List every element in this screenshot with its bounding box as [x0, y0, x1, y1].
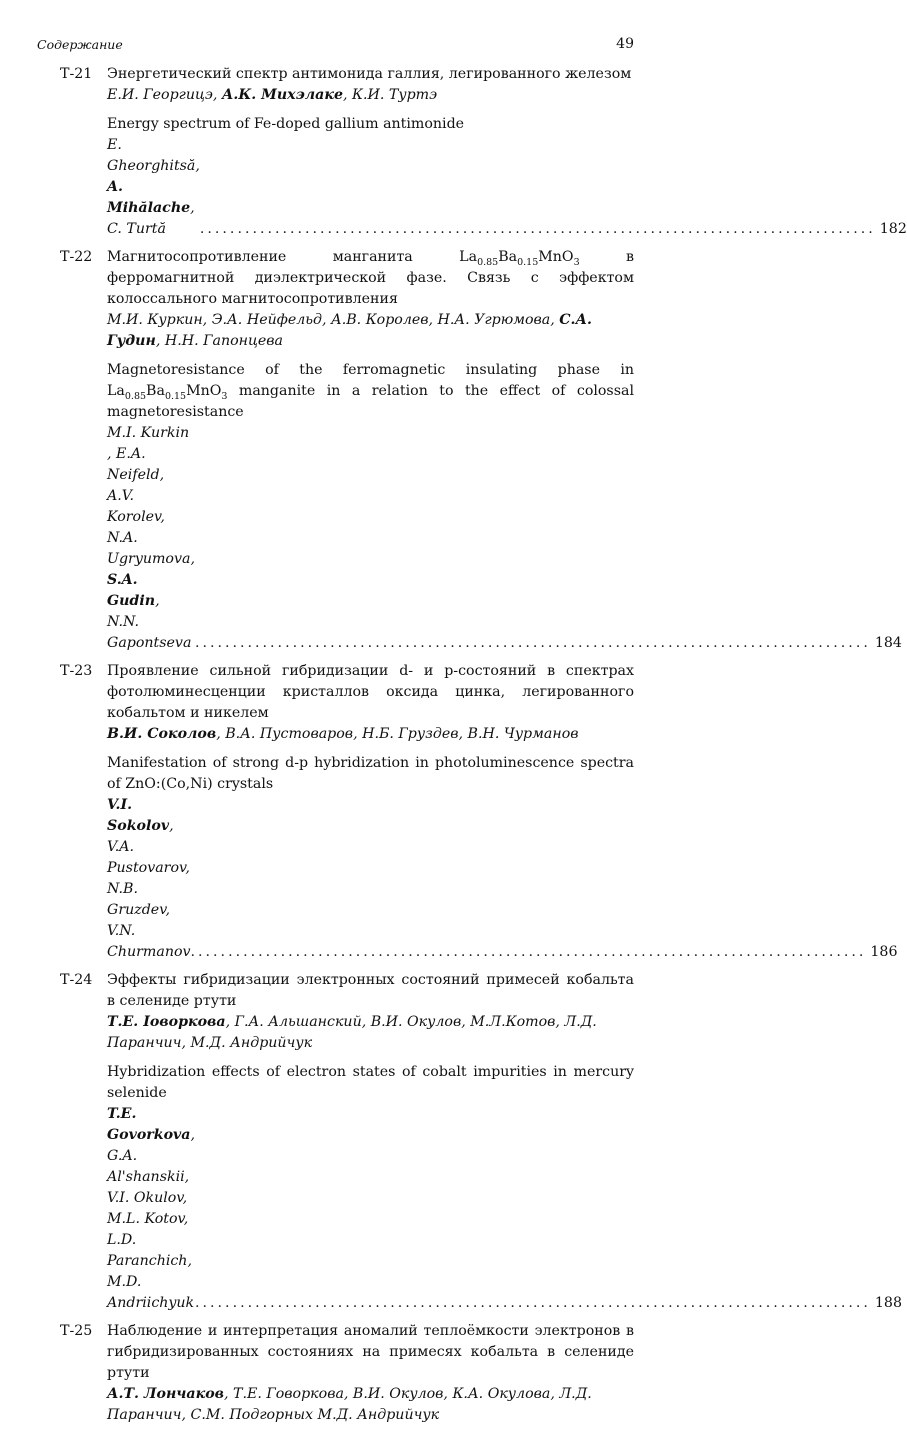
authors-text: , Т.Е. Говоркова, В.И. Окулов, К.А. Окулова, Л.Д. Паранчич, С.М. Подгорных М.Д. Андрийчук: [107, 1386, 592, 1423]
entry-authors-ru: [107, 1012, 634, 1054]
entry-title-ru: [107, 247, 634, 310]
subscript: 0.15: [164, 390, 187, 402]
title-part: Ba: [146, 383, 165, 399]
table-of-contents: [60, 64, 907, 1434]
title-part: manganite in a relation to the effect of colossal magnetoresistance: [107, 383, 634, 420]
authors-part: , G.A. Al'shanskii, V.I. Okulov, M.L. Kotov, L.D. Paranchich, M.D. Andriichyuk: [107, 1127, 196, 1311]
toc-entry: [60, 1321, 634, 1426]
entry-code: Т-24: [60, 972, 93, 988]
entry-title-ru: Энергетический спектр антимонида галлия, легированного железом: [107, 66, 632, 82]
title-part: в ферромагнитной диэлектрической фазе. Связь с эффектом колоссального магнитосопротивления: [107, 249, 635, 307]
entry-authors-en: [107, 1104, 902, 1314]
authors-part: E. Gheorghitsă,: [107, 137, 200, 174]
entry-authors-en: [107, 423, 902, 654]
authors-text: [107, 1104, 195, 1314]
dot-leader: ..........................................................................................: [194, 635, 871, 651]
authors-text: [107, 795, 191, 963]
entry-authors-ru: [107, 724, 634, 745]
authors-text: [107, 423, 195, 654]
entry-code: Т-22: [60, 249, 93, 265]
entry-title-en: Manifestation of strong d-p hybridization in photoluminescence spectra of ZnO:(Co,Ni) crystals: [107, 755, 634, 792]
speaker-name: А.Т. Лончаков: [107, 1386, 224, 1402]
authors-part: , V.A. Pustovarov, N.B. Gruzdev, V.N. Churmanov: [107, 818, 191, 960]
speaker-name: A. Mihălache: [107, 179, 191, 216]
speaker-name: Т.Е. Іоворкова: [107, 1014, 226, 1030]
speaker-name: С.А. Гудин: [107, 312, 592, 349]
entry-page-number[interactable]: 186: [870, 944, 898, 960]
entry-title-en: Hybridization effects of electron states of cobalt impurities in mercury selenide: [107, 1064, 634, 1101]
dot-leader: ..........................................................................................: [195, 1295, 871, 1311]
authors-text: , К.И. Туртэ: [342, 87, 438, 103]
authors-part: , N.N. Gapontseva: [107, 593, 192, 651]
running-head: Содержание: [37, 37, 123, 52]
speaker-name: А.К. Михэлаке: [221, 87, 343, 103]
authors-text: , Н.Н. Гапонцева: [155, 333, 283, 349]
entry-authors-ru: [107, 85, 634, 106]
speaker-name: В.И. Соколов: [107, 726, 217, 742]
authors-text: , В.А. Пустоваров, Н.Б. Груздев, В.Н. Чурманов: [216, 726, 579, 742]
title-part: MnO: [538, 249, 574, 265]
speaker-name: S.A. Gudin: [107, 572, 156, 609]
entry-authors-en: [107, 135, 907, 240]
speaker-name: T.E. Govorkova: [107, 1106, 191, 1143]
entry-title-ru: Наблюдение и интерпретация аномалий теплоёмкости электронов в гибридизированных состояниях на примесях кобальта в селениде ртути: [107, 1323, 634, 1381]
authors-part: M.I. Kurkin , E.A. Neifeld, A.V. Korolev, N.A. Ugryumova,: [107, 425, 195, 567]
speaker-name: V.I. Sokolov: [107, 797, 170, 834]
entry-code: Т-21: [60, 66, 93, 82]
entry-authors-en: [107, 795, 898, 963]
title-part: Ba: [498, 249, 518, 265]
entry-code: Т-23: [60, 663, 93, 679]
toc-entry: [60, 247, 902, 654]
subscript: 3: [221, 390, 228, 402]
authors-text: [107, 135, 200, 240]
entry-title-ru: Эффекты гибридизации электронных состояний примесей кобальта в селениде ртути: [107, 972, 634, 1009]
dot-leader: ..........................................................................................: [190, 944, 867, 960]
title-part: Magnetoresistance of the ferromagnetic insulating phase in La: [107, 362, 634, 399]
authors-text: Е.И. Георгицэ,: [107, 87, 222, 103]
authors-text: , Г.А. Альшанский, В.И. Окулов, М.Л.Котов, Л.Д. Паранчич, М.Д. Андрийчук: [107, 1014, 597, 1051]
subscript: 3: [573, 256, 580, 268]
entry-title-ru: Проявление сильной гибридизации d- и p-состояний в спектрах фотолюминесценции кристаллов оксида цинка, легированного кобальтом и никелем: [107, 663, 634, 721]
entry-page-number[interactable]: 182: [879, 221, 907, 237]
entry-authors-ru: [107, 1384, 634, 1426]
entry-code: Т-25: [60, 1323, 93, 1339]
subscript: 0.85: [124, 390, 147, 402]
authors-part: , C. Turtă: [107, 200, 195, 237]
authors-text: М.И. Куркин, Э.А. Нейфельд, А.В. Королев, Н.А. Угрюмова,: [107, 312, 560, 328]
toc-entry: [60, 64, 907, 240]
entry-page-number[interactable]: 184: [874, 635, 902, 651]
dot-leader: ..........................................................................................: [199, 221, 876, 237]
entry-title-en: [107, 360, 634, 423]
subscript: 0.15: [517, 256, 539, 268]
entry-title-en: Energy spectrum of Fe-doped gallium antimonide: [107, 116, 465, 132]
toc-entry: [60, 661, 898, 963]
title-part: MnO: [186, 383, 222, 399]
entry-page-number[interactable]: 188: [874, 1295, 902, 1311]
toc-entry: [60, 970, 902, 1314]
title-part: Магнитосопротивление манганита La: [107, 249, 478, 265]
entry-authors-ru: [107, 310, 634, 352]
page-number: 49: [616, 36, 634, 52]
subscript: 0.85: [477, 256, 499, 268]
